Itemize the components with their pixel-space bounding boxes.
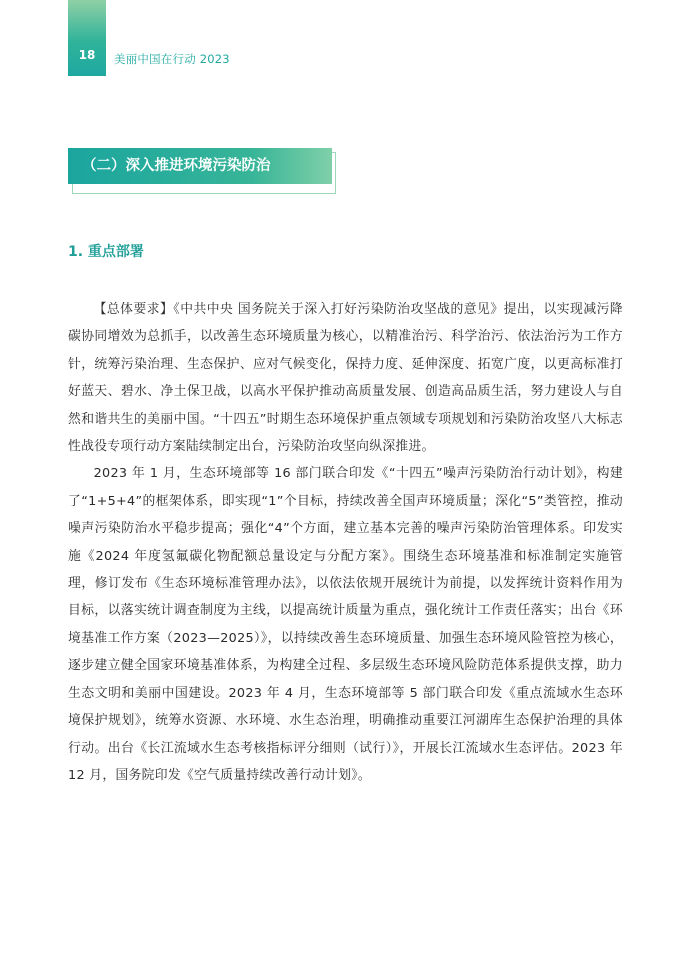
page-tab [68, 0, 106, 76]
page-number: 18 [78, 48, 96, 62]
paragraph-2023-measures: 2023 年 1 月，生态环境部等 16 部门联合印发《“十四五”噪声污染防治行动计划》，构建了“1+5+4”的框架体系，即实现“1”个目标，持续改善全国声环境质量；深化“5”类管控，推动噪声污染防治水平稳步提高；强化“4”个方面，建立基本完善的噪声污染防治管理体系。印发实施《2024 年度氢氟碳化物配额总量设定与分配方案》。围绕生态环境基准和标准制定实施管理，修订发布《生态环境标准管理办法》，以依法依规开展统计为前提，以发挥统计资料作用为目标，以落实统计调查制度为主线，以提高统计质量为重点，强化统计工作责任落实；出台《环境基准工作方案（2023—2025）》，以持续改善生态环境质量、加强生态环境风险管控为核心，逐步建立健全国家环境基准体系，为构建全过程、多层级生态环境风险防范体系提供支撑，助力生态文明和美丽中国建设。2023 年 4 月，生态环境部等 5 部门联合印发《重点流域水生态环境保护规划》，统筹水资源、水环境、水生态治理，明确推动重要江河湖库生态保护治理的具体行动。出台《长江流域水生态考核指标评分细则（试行）》，开展长江流域水生态评估。2023 年 12 月，国务院印发《空气质量持续改善行动计划》。 [68, 466, 623, 783]
section-banner [68, 148, 336, 194]
section-title: （二）深入推进环境污染防治 [82, 158, 271, 174]
paragraph-overall-requirements: 【总体要求】《中共中央 国务院关于深入打好污染防治攻坚战的意见》提出，以实现减污降碳协同增效为总抓手，以改善生态环境质量为核心，以精准治污、科学治污、依法治污为工作方针，统筹污染治理、生态保护、应对气候变化，保持力度、延伸深度、拓宽广度，以更高标准打好蓝天、碧水、净土保卫战，以高水平保护推动高质量发展、创造高品质生活，努力建设人与自然和谐共生的美丽中国。“十四五”时期生态环境保护重点领域专项规划和污染防治攻坚八大标志性战役专项行动方案陆续制定出台，污染防治攻坚向纵深推进。 [68, 302, 623, 455]
running-title: 美丽中国在行动 2023 [114, 52, 230, 66]
subsection-title: 1. 重点部署 [68, 244, 144, 260]
body-text [68, 296, 623, 789]
banner-bar [68, 148, 332, 184]
